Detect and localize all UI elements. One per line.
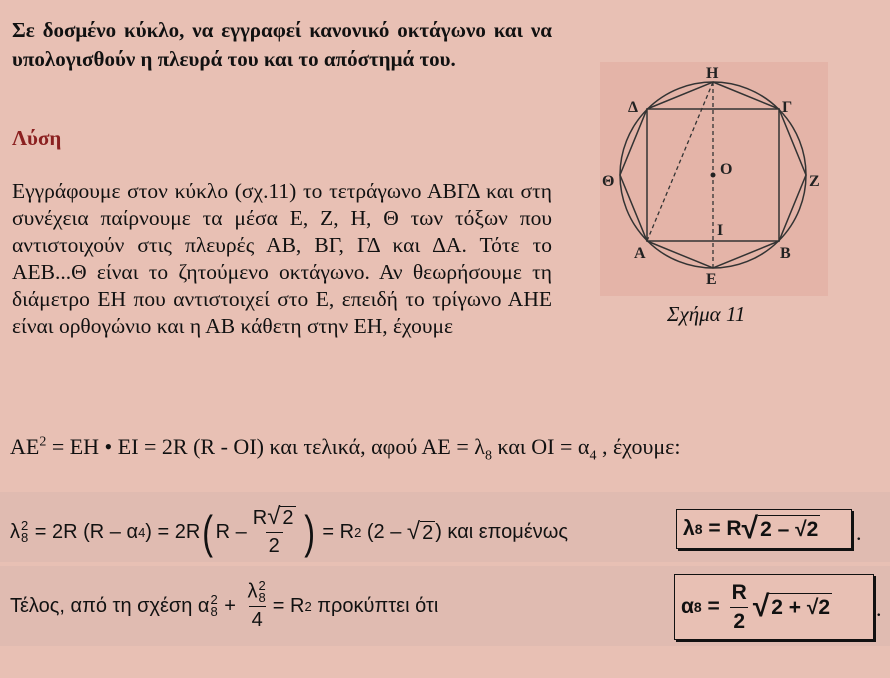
result-alpha-fraction bbox=[729, 581, 750, 634]
eq2-paren-close: ) bbox=[303, 506, 315, 558]
sqrt-icon: √ bbox=[267, 503, 281, 530]
eq1-mid2: και ΟΙ = α bbox=[491, 434, 590, 459]
equation-2 bbox=[10, 504, 568, 560]
label-Theta: Θ bbox=[602, 173, 615, 190]
eq3-num-lambda: λ bbox=[247, 580, 258, 603]
result-lambda-eq: = R bbox=[702, 517, 742, 540]
label-H: Η bbox=[706, 65, 719, 82]
eq1-lhs: ΑΕ bbox=[10, 434, 40, 459]
eq3-frac-den: 4 bbox=[249, 606, 266, 632]
eq2-part5: ) και επομένως bbox=[435, 520, 569, 543]
result-lambda8-box bbox=[676, 509, 852, 549]
eq3-num-indices bbox=[259, 580, 266, 604]
solution-paragraph: Εγγράφουμε στον κύκλο (σχ.11) το τετράγωνο ΑΒΓΔ και στη συνέχεια παίρνουμε τα μέσα Ε, Ζ, Η, Θ των τόξων που αντιστοιχούν στις πλευρές ΑΒ, ΒΓ, ΓΔ και ΔΑ. Τότε το ΑΕΒ...Θ είναι το ζητούμενο οκτάγωνο. Αν θεωρήσουμε τη διάμετρο ΕΗ που αντιστοιχεί στο Ε, επειδή το τρίγωνο ΑΗΕ είναι ορθογώνιο και η ΑΒ κάθετη στην ΕΗ, έχουμε bbox=[12, 179, 552, 338]
eq3-prefix: Τέλος, από τη σχέση α bbox=[10, 594, 210, 617]
label-Delta: Δ bbox=[628, 99, 639, 116]
label-E: Ε bbox=[706, 271, 717, 288]
equation-1 bbox=[10, 434, 681, 464]
label-A: Α bbox=[634, 245, 646, 262]
sqrt-icon: √ bbox=[406, 517, 421, 545]
eq2-a-sub: 4 bbox=[138, 524, 146, 540]
eq2-part2: ) = 2R bbox=[145, 520, 201, 543]
eq3-fraction bbox=[245, 580, 270, 632]
eq2-lambda: λ bbox=[10, 520, 20, 543]
eq2-frac-den: 2 bbox=[266, 532, 283, 558]
result-alpha-rad: 2 + √2 bbox=[769, 593, 832, 622]
eq1-exp: 2 bbox=[39, 434, 47, 450]
eq2-lambda-sub: 8 bbox=[21, 530, 29, 545]
result-alpha-eq: = bbox=[701, 595, 726, 618]
result-lambda-rad: 2 – √2 bbox=[758, 515, 820, 544]
eq3-alpha-indices bbox=[210, 594, 217, 618]
eq3-alpha-sub: 8 bbox=[210, 604, 218, 619]
result-alpha-den: 2 bbox=[730, 607, 748, 634]
eq3-eq: = R bbox=[272, 594, 305, 617]
eq2-R-minus: R – bbox=[215, 520, 247, 543]
eq3-suffix: προκύπτει ότι bbox=[311, 594, 439, 617]
eq2-paren-open: ( bbox=[202, 506, 214, 558]
label-B: Β bbox=[780, 245, 791, 262]
eq2-num-sqrt bbox=[267, 503, 295, 530]
eq2-part4: (2 – bbox=[361, 520, 407, 543]
eq2-num-rad: 2 bbox=[282, 507, 294, 529]
result-alpha8-box bbox=[674, 574, 874, 640]
eq2-part3: = R bbox=[316, 520, 355, 543]
eq3-num-sup: 2 bbox=[258, 578, 266, 593]
segment-AH bbox=[647, 82, 713, 241]
result-alpha: α bbox=[681, 595, 694, 618]
label-O: O bbox=[720, 161, 733, 178]
equation-3 bbox=[10, 572, 438, 640]
result-alpha-sqrt bbox=[752, 589, 832, 623]
eq1-middle: = ΕΗ • ΕΙ = 2R (R - ΟΙ) και τελικά, αφού ΑΕ = λ bbox=[46, 434, 485, 459]
eq2-frac-num bbox=[250, 503, 299, 532]
result-alpha-sub: 8 bbox=[693, 599, 702, 615]
eq3-alpha-sup: 2 bbox=[210, 592, 218, 607]
sqrt-icon: √ bbox=[752, 589, 770, 623]
eq3-num-sub: 8 bbox=[258, 590, 266, 605]
eq2-lambda-indices bbox=[21, 520, 28, 544]
problem-statement: Σε δοσμένο κύκλο, να εγγραφεί κανονικό οκτάγωνο και να υπολογισθούν η πλευρά του και το απόστημά του. bbox=[12, 18, 552, 71]
octagon-diagram bbox=[600, 62, 828, 296]
eq1-sub2: 4 bbox=[589, 448, 597, 464]
eq2-num-R: R bbox=[252, 507, 268, 529]
center-point bbox=[711, 173, 716, 178]
figure-octagon bbox=[600, 62, 828, 296]
eq1-end: , έχουμε: bbox=[596, 434, 681, 459]
label-I: I bbox=[717, 222, 724, 239]
result-alpha-num: R bbox=[731, 580, 747, 604]
eq2-part1: = 2R (R – α bbox=[29, 520, 139, 543]
eq1-sub1: 8 bbox=[484, 448, 492, 464]
eq2-lambda-sup: 2 bbox=[21, 518, 29, 533]
eq2-R-sup: 2 bbox=[354, 524, 362, 540]
eq2-fraction bbox=[250, 503, 299, 558]
eq2-sqrt2 bbox=[406, 517, 435, 545]
eq2-rad2: 2 bbox=[422, 521, 434, 544]
label-Gamma: Γ bbox=[782, 99, 793, 116]
solution-heading: Λύση bbox=[12, 126, 62, 150]
result-alpha-period: . bbox=[876, 596, 882, 621]
sqrt-icon: √ bbox=[741, 511, 759, 545]
eq3-frac-num bbox=[245, 580, 270, 606]
result-lambda: λ bbox=[683, 517, 695, 540]
label-Z: Z bbox=[809, 173, 820, 190]
eq3-plus: + bbox=[218, 594, 242, 617]
eq3-R-sup: 2 bbox=[304, 598, 312, 614]
figure-caption: Σχήμα 11 bbox=[667, 302, 746, 326]
result-lambda-period: . bbox=[856, 520, 862, 545]
result-lambda-sub: 8 bbox=[694, 521, 703, 537]
result-lambda-sqrt bbox=[741, 511, 821, 545]
